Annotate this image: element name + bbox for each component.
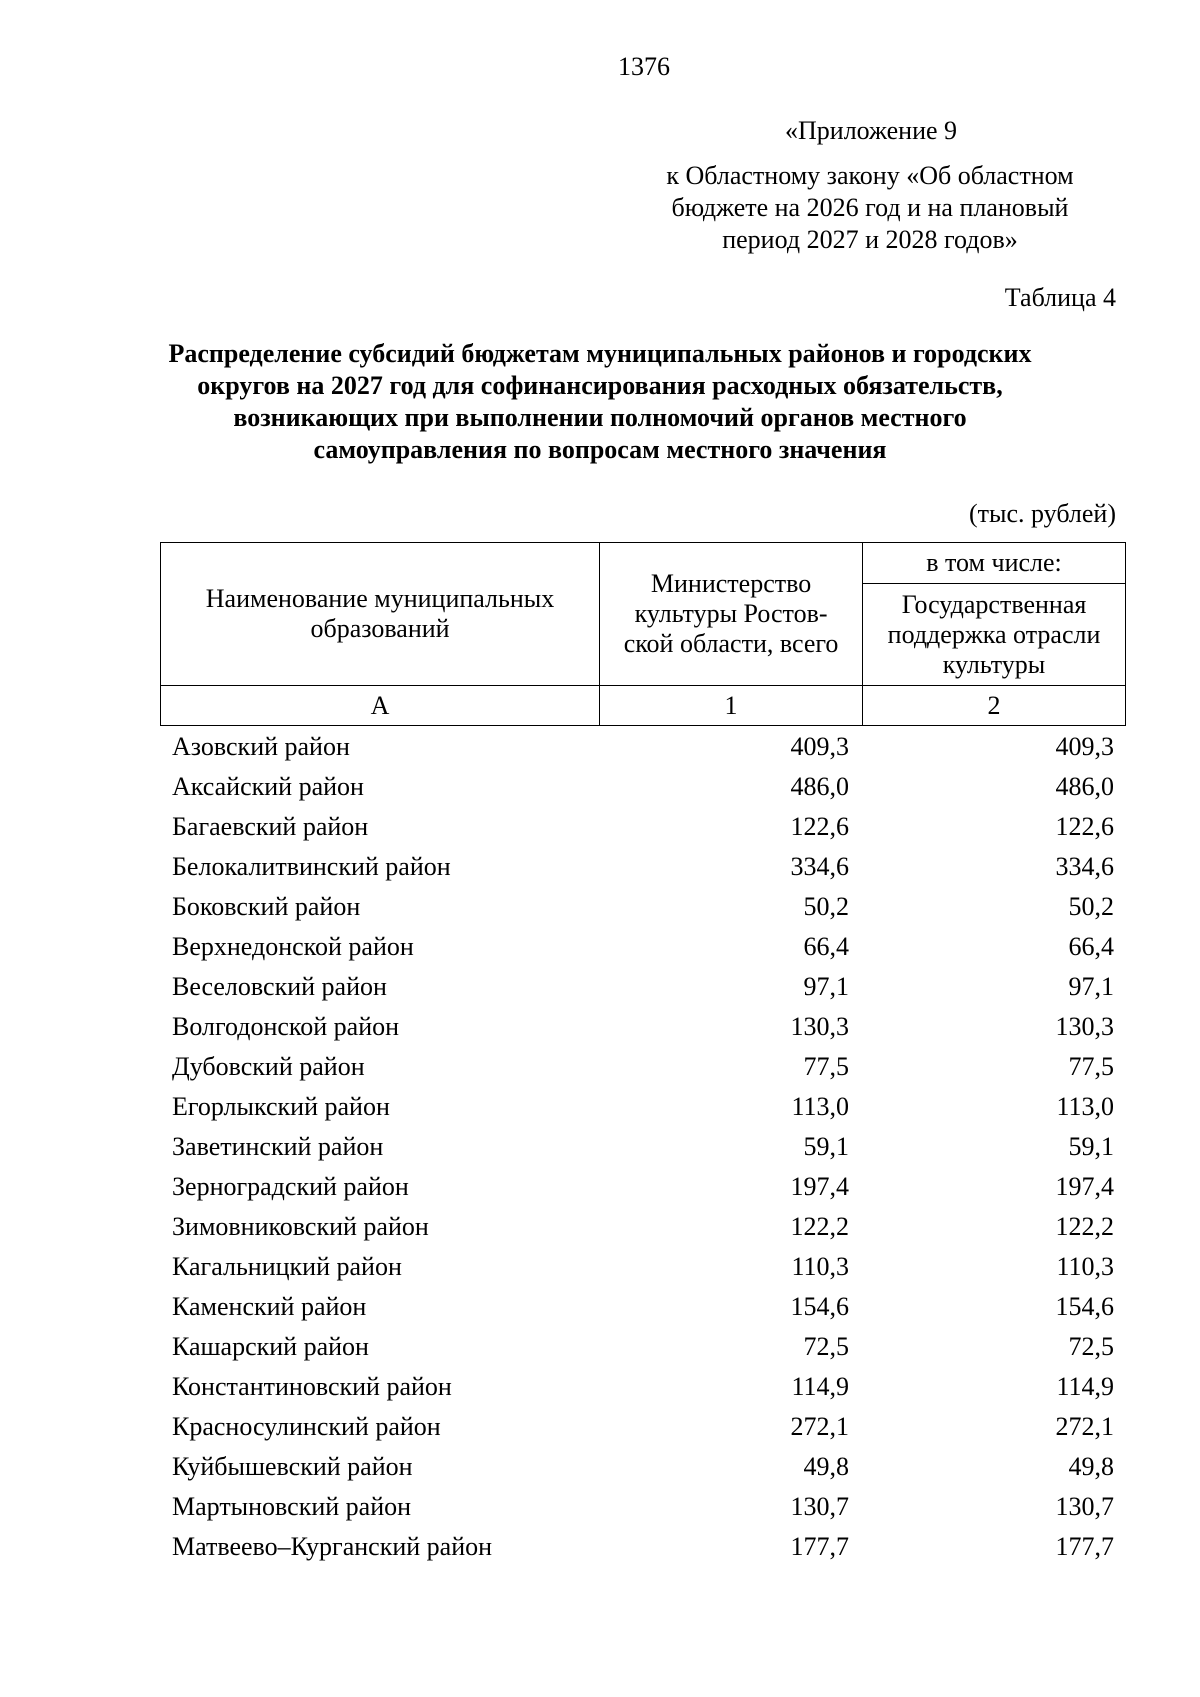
table-row [160,1287,1126,1327]
row-value-support: 409,3 [1055,732,1114,761]
row-value-total: 110,3 [791,1252,849,1281]
row-name: Зимовниковский район [172,1212,429,1241]
header-including: в том числе: [863,543,1126,584]
table-row [160,1047,1126,1087]
row-value-support: 122,6 [1055,812,1114,841]
page-number: 1376 [618,52,670,81]
row-name: Аксайский район [172,772,364,801]
table-row [160,727,1126,767]
row-value-total: 197,4 [790,1172,849,1201]
table-row [160,1127,1126,1167]
header-text-line: культуры Ростов- [634,599,828,628]
row-name: Верхнедонской район [172,932,414,961]
row-name: Мартыновский район [172,1492,412,1521]
document-title-line: самоуправления по вопросам местного значения [313,435,887,464]
header-column-1 [600,543,863,686]
table-row [160,1007,1126,1047]
column-index-a: А [161,686,600,726]
row-value-total: 114,9 [791,1372,849,1401]
table-body [160,727,1126,1567]
row-value-support: 97,1 [1068,972,1114,1001]
table-row [160,807,1126,847]
row-name: Куйбышевский район [172,1452,413,1481]
table-row [160,1087,1126,1127]
document-title-line: Распределение субсидий бюджетам муниципальных районов и городских [168,339,1032,368]
row-name: Боковский район [172,892,361,921]
row-value-total: 66,4 [803,932,849,961]
row-value-support: 50,2 [1068,892,1114,921]
row-name: Веселовский район [172,972,387,1001]
row-value-support: 197,4 [1055,1172,1114,1201]
header-name-column [161,543,600,686]
document-title-line: возникающих при выполнении полномочий органов местного [233,403,967,432]
row-value-support: 272,1 [1055,1412,1114,1441]
table-row [160,887,1126,927]
row-value-total: 177,7 [790,1532,849,1561]
row-name: Дубовский район [172,1052,365,1081]
row-value-support: 154,6 [1055,1292,1114,1321]
document-title-line: округов на 2027 год для софинансирования расходных обязательств, [197,371,1003,400]
row-value-total: 97,1 [803,972,849,1001]
header-text-line: образований [310,614,450,643]
row-value-total: 334,6 [790,852,849,881]
table-row [160,927,1126,967]
table-row [160,1447,1126,1487]
row-name: Егорлыкский район [172,1092,390,1121]
row-value-support: 66,4 [1068,932,1114,961]
row-name: Матвеево–Курганский район [172,1532,493,1561]
row-value-support: 59,1 [1068,1132,1114,1161]
row-name: Каменский район [172,1292,367,1321]
document-title [100,338,1100,466]
row-value-total: 154,6 [790,1292,849,1321]
row-value-support: 486,0 [1055,772,1114,801]
row-value-support: 177,7 [1055,1532,1114,1561]
row-name: Кашарский район [172,1332,369,1361]
table-row [160,1207,1126,1247]
column-index-2: 2 [863,686,1126,726]
table-row [160,847,1126,887]
appendix-reference-line: период 2027 и 2028 годов» [722,225,1018,254]
table-header [160,542,1126,726]
row-value-support: 334,6 [1055,852,1114,881]
row-value-support: 110,3 [1056,1252,1114,1281]
table-row [160,1527,1126,1567]
column-index-1: 1 [600,686,863,726]
row-value-total: 113,0 [791,1092,849,1121]
row-value-support: 113,0 [1056,1092,1114,1121]
row-value-total: 122,6 [790,812,849,841]
row-name: Зерноградский район [172,1172,409,1201]
table-row [160,967,1126,1007]
row-value-total: 130,7 [790,1492,849,1521]
row-value-total: 122,2 [790,1212,849,1241]
table-row [160,1247,1126,1287]
row-name: Красносулинский район [172,1412,441,1441]
row-name: Волгодонской район [172,1012,400,1041]
row-value-total: 49,8 [803,1452,849,1481]
row-value-total: 59,1 [803,1132,849,1161]
table-row [160,1407,1126,1447]
row-value-total: 486,0 [790,772,849,801]
row-name: Азовский район [172,732,350,761]
header-text-line: Государственная [901,589,1087,619]
header-column-2 [863,584,1126,686]
appendix-reference [640,160,1100,256]
row-value-total: 50,2 [803,892,849,921]
header-text-line: поддержка отрасли [887,619,1101,649]
row-value-total: 409,3 [790,732,849,761]
row-value-total: 272,1 [790,1412,849,1441]
row-name: Константиновский район [172,1372,452,1401]
row-value-support: 122,2 [1055,1212,1114,1241]
header-text-line: Наименование муниципальных [205,584,555,613]
row-value-support: 72,5 [1068,1332,1114,1361]
table-row [160,1367,1126,1407]
header-text-line: ской области, всего [623,629,839,658]
row-name: Заветинский район [172,1132,384,1161]
row-value-support: 114,9 [1056,1372,1114,1401]
row-value-total: 130,3 [790,1012,849,1041]
row-value-total: 72,5 [803,1332,849,1361]
appendix-title: «Приложение 9 [785,116,958,145]
table-row [160,1487,1126,1527]
appendix-reference-line: к Областному закону «Об областном [666,161,1074,190]
appendix-reference-line: бюджете на 2026 год и на плановый [671,193,1069,222]
header-text-line: культуры [942,649,1046,679]
row-value-total: 77,5 [803,1052,849,1081]
row-name: Белокалитвинский район [172,852,451,881]
row-value-support: 49,8 [1068,1452,1114,1481]
units-label: (тыс. рублей) [968,499,1116,528]
table-row [160,1167,1126,1207]
table-label: Таблица 4 [1004,283,1116,312]
row-name: Кагальницкий район [172,1252,402,1281]
table-row [160,767,1126,807]
row-name: Багаевский район [172,812,369,841]
header-text-line: Министерство [650,569,812,598]
table-row [160,1327,1126,1367]
row-value-support: 77,5 [1068,1052,1114,1081]
row-value-support: 130,7 [1055,1492,1114,1521]
row-value-support: 130,3 [1055,1012,1114,1041]
